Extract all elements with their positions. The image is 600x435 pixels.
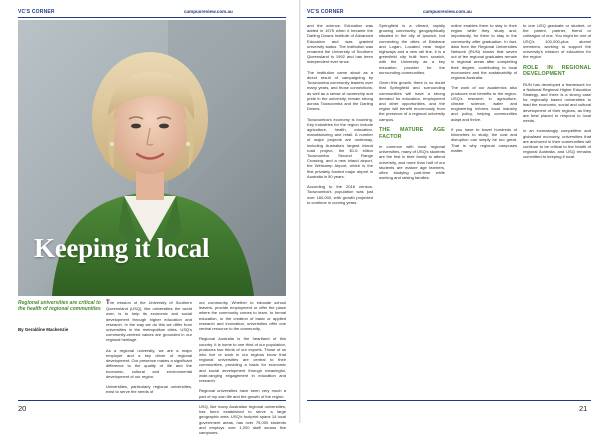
- page-number: 21: [579, 404, 588, 413]
- body-paragraph: The institution came about as a direct result of campaigning by Toowoomba community leaders over many years, and those connections, as well as a sense of ownership and pride in the university, remain strong across Toowoomba and the Darling Downs.: [307, 69, 373, 112]
- body-paragraph: our community. Whether to educate school leavers, provide employment or offer the place where the community comes to learn, to formal education, or the creation of basic or applied research and innovation, universities offer one central resource to the community.: [199, 300, 286, 332]
- body-paragraph: The mission of the University of Southern Queensland (USQ), like universities the world over, is to help its economic and social development through higher education and research. In the way we do this we differ from universities in the metropolitan cities. USQ's community-centred values are grounded in our regional heritage.: [106, 300, 192, 343]
- body-paragraph: Given this growth, there is no doubt that Springfield and surrounding communities will have a strong demand for education, employment and other opportunities, and the region will benefit enormously from the presence of a regional university campus.: [379, 80, 445, 122]
- body-paragraph: Regional universities have been very much a part of my own life and the growth of the region.: [199, 388, 286, 399]
- header-rule: [307, 17, 591, 18]
- body-paragraph: RUN has developed a framework for a National Regional Higher Education Strategy, and there is a strong case for regionally based universities to lead the economic, social and cultural development of their regions, as they are best placed to respond to local needs.: [523, 81, 591, 124]
- body-column: [307, 23, 373, 397]
- site-name: campusreview.com.au: [184, 9, 233, 14]
- body-paragraph: Toowoomba's economy is booming. Key industries for the region include agriculture, health, education, manufacturing and retail. A number of major projects are underway, including Australia's largest inland road project, the $1.6 billion Toowoomba Second Range Crossing, and a new inland airport, the Wellcamp Airport, which is the first privately funded major airport in Australia in 50 years.: [307, 116, 373, 179]
- page-number: 20: [18, 404, 27, 413]
- section-label: VC'S CORNER: [18, 9, 55, 15]
- header-rule: [18, 17, 286, 18]
- body-paragraph: In an increasingly competitive and globalised economy, universities that are anchored in their communities will continue to be critical to the health of regional Australia, and USQ remains committed to keeping it local.: [523, 128, 591, 160]
- body-paragraph: and the science. Education was added in 1975 when it became the Darling Downs Institute of Advanced Education and was granted university status. The institution was renamed the University of Southern Queensland in 1992 and has been independent ever since.: [307, 23, 373, 65]
- body-paragraph: online enables them to stay in their region while they study and, importantly, for them to stay in the community after graduation. In fact, data from the Regional Universities Network (RUN) shows that seven out of ten regional graduates remain in regional areas after completing their degree, contributing to local economies and the sustainability of regional Australia.: [451, 23, 517, 81]
- body-paragraph: If you have to travel hundreds of kilometres to study, the cost and disruption can simply be too great. That is why regional campuses matter.: [451, 127, 517, 153]
- body-paragraph: In common with most regional universities, many of USQ's students are the first in their family to attend university, and more than half of our students are mature age learners, often studying part-time while working and raising families.: [379, 144, 445, 181]
- article-headline: Keeping it local: [34, 233, 210, 263]
- body-paragraph: According to the 2016 census, Toowoomba's population was just over 160,000, with growth projected to continue in coming years.: [307, 184, 373, 205]
- body-paragraph: Springfield is a vibrant, rapidly growing community, geographically situated in the city of Ipswich, but connecting the cities of Brisbane and Logan. Located near major highways and a new rail line, it is a greenfield city built from scratch, with the University as a key education provider for the surrounding communities.: [379, 23, 445, 75]
- body-paragraph: The work of our academics also produces real benefits to the region. USQ's research in agriculture, climate science, water and engineering informs local industry and policy, helping communities adapt and thrive.: [451, 85, 517, 122]
- standfirst: Regional universities are critical to the health of regional communities: [18, 300, 101, 313]
- body-column: [451, 23, 517, 397]
- body-column: [523, 23, 591, 397]
- body-column: [106, 300, 192, 396]
- body-paragraph: USQ, like many Australian regional universities, has been established to serve a large geographic area. USQ's footprint spans 14 local government areas, has over 75,000 students and employs over 1,200 staff across five campuses.: [199, 404, 286, 435]
- body-paragraph: Universities, particularly regional universities, exist to serve the needs of: [106, 384, 192, 395]
- byline: By Geraldine Mackenzie: [18, 327, 69, 332]
- body-column: [379, 23, 445, 397]
- body-paragraph: to one USQ graduate or student, or the parent, partner, friend or colleague of one. You might be one of USQ's 100,000-plus alumni members, working to support the university's mission of education for the region.: [523, 23, 591, 60]
- body-paragraph: Regional Australia is the heartland of this country. It is home to one third of our population, produces two thirds of our exports. Those of us who live or work in our regions know that regional universities are central to their communities, providing a basis for economic and social development through meaningful, wide-ranging engagement in education and research.: [199, 336, 286, 384]
- site-name: campusreview.com.au: [423, 9, 472, 14]
- footer-rule: [307, 400, 591, 401]
- body-column: [199, 300, 286, 435]
- right-page: [301, 0, 600, 423]
- section-subhead: THE MATURE AGE FACTOR: [379, 127, 445, 140]
- body-paragraph: As a regional university, we are a major employer and a key driver of regional development. Our presence makes a significant difference to the quality of life and the economic, cultural and environmental development of our region.: [106, 347, 192, 379]
- footer-rule: [18, 400, 286, 401]
- section-subhead: ROLE IN REGIONAL DEVELOPMENT: [523, 64, 591, 78]
- section-label: VC'S CORNER: [307, 9, 344, 15]
